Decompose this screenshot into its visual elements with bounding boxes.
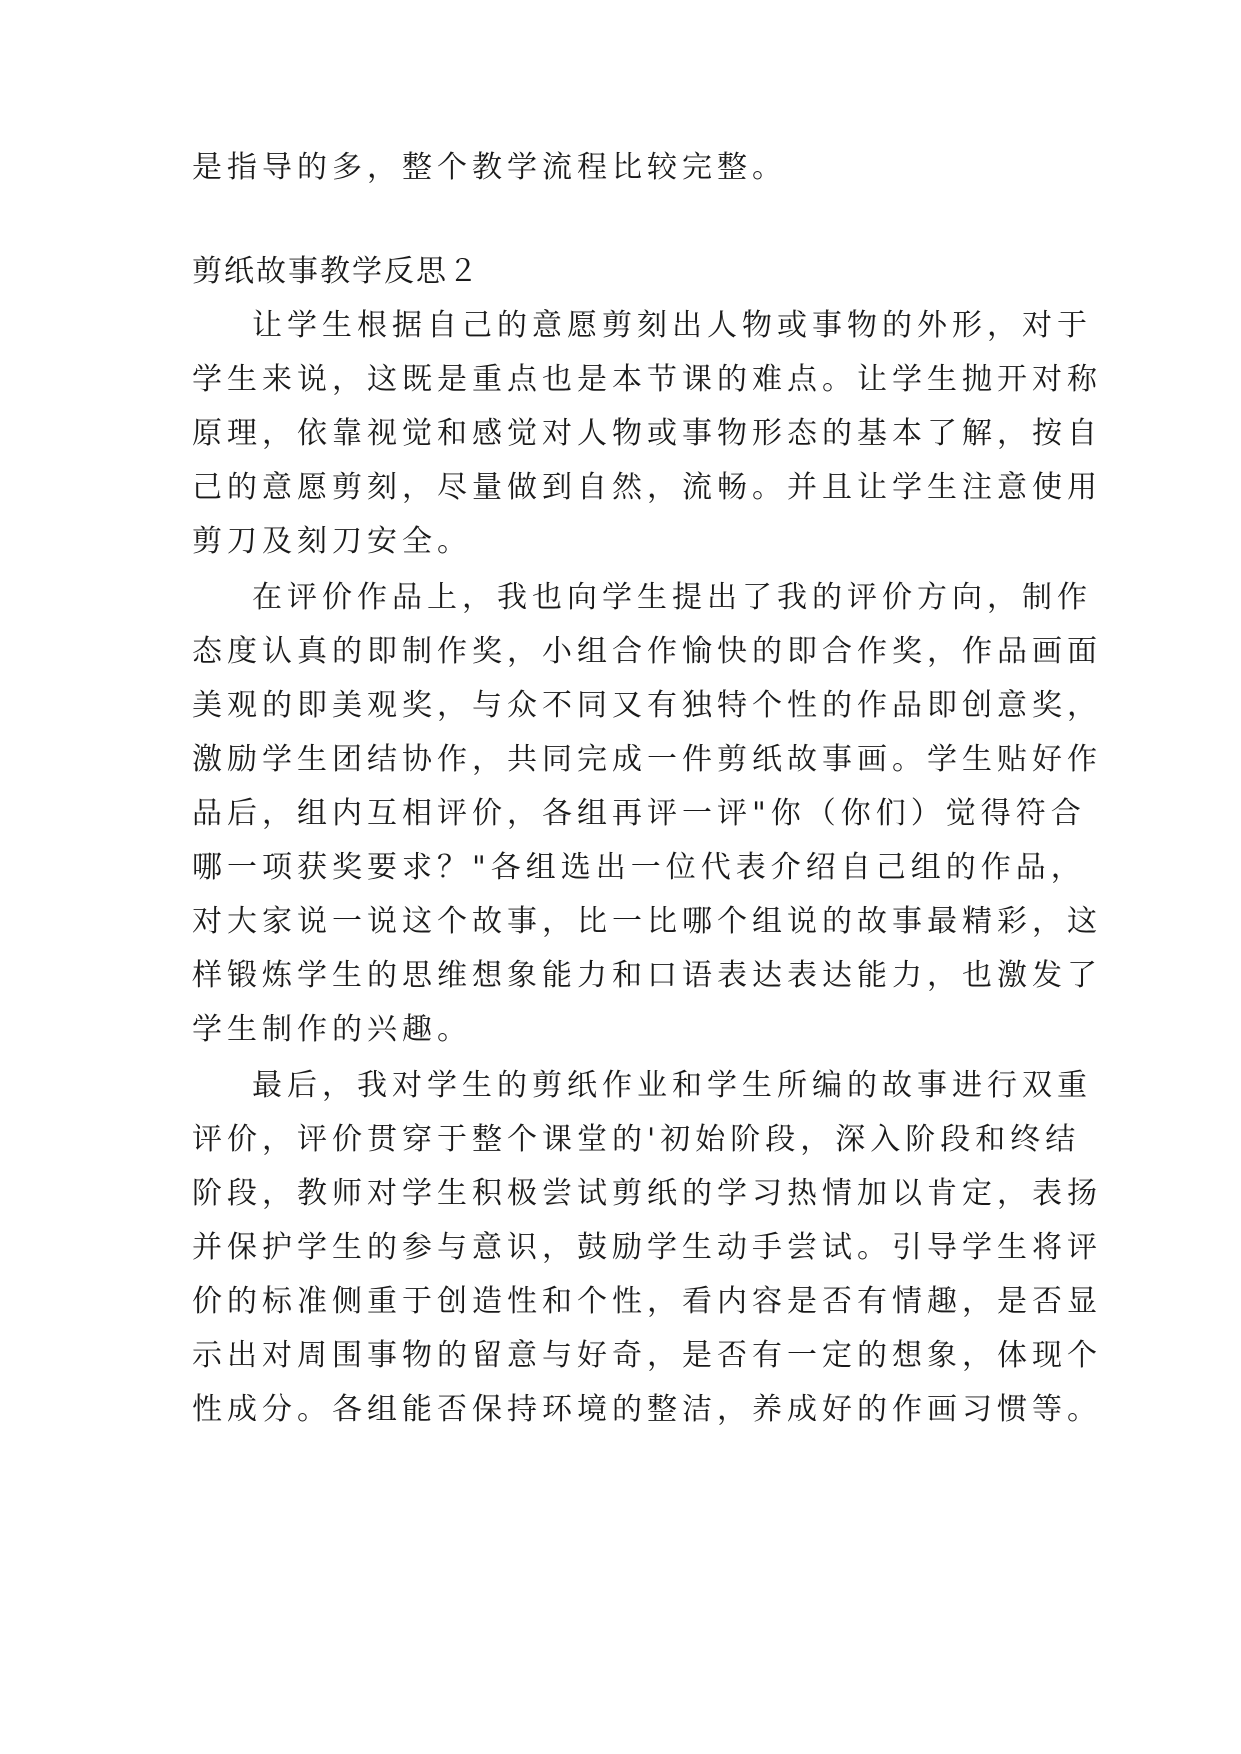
paragraph-line: 剪刀及刻刀安全。 [192,524,472,559]
paragraph-line: 哪一项获奖要求？"各组选出一位代表介绍自己组的作品， [192,850,1086,885]
paragraph-line: 原理，依靠视觉和感觉对人物或事物形态的基本了解，按自 [192,416,1102,451]
intro-line: 是指导的多，整个教学流程比较完整。 [192,150,787,185]
paragraph-line: 态度认真的即制作奖，小组合作愉快的即合作奖，作品画面 [192,634,1102,669]
paragraph-line: 阶段，教师对学生积极尝试剪纸的学习热情加以肯定，表扬 [192,1176,1102,1211]
paragraph-line: 己的意愿剪刻，尽量做到自然，流畅。并且让学生注意使用 [192,470,1102,505]
paragraph-line: 学生制作的兴趣。 [192,1012,472,1047]
paragraph-line: 评价，评价贯穿于整个课堂的'初始阶段，深入阶段和终结 [192,1122,1081,1157]
paragraph-line: 学生来说，这既是重点也是本节课的难点。让学生抛开对称 [192,362,1102,397]
paragraph-line: 对大家说一说这个故事，比一比哪个组说的故事最精彩，这 [192,904,1102,939]
paragraph-line: 激励学生团结协作，共同完成一件剪纸故事画。学生贴好作 [192,742,1102,777]
paragraph-line: 示出对周围事物的留意与好奇，是否有一定的想象，体现个 [192,1338,1102,1373]
paragraph-line: 价的标准侧重于创造性和个性，看内容是否有情趣，是否显 [192,1284,1102,1319]
paragraph-line: 最后，我对学生的剪纸作业和学生所编的故事进行双重 [252,1068,1092,1103]
paragraph-line: 性成分。各组能否保持环境的整洁，养成好的作画习惯等。 [192,1392,1102,1427]
section-title: 剪纸故事教学反思２ [192,254,480,289]
paragraph-line: 并保护学生的参与意识，鼓励学生动手尝试。引导学生将评 [192,1230,1102,1265]
paragraph-line: 样锻炼学生的思维想象能力和口语表达表达能力，也激发了 [192,958,1102,993]
paragraph-line: 让学生根据自己的意愿剪刻出人物或事物的外形，对于 [252,308,1092,343]
paragraph-line: 美观的即美观奖，与众不同又有独特个性的作品即创意奖， [192,688,1102,723]
paragraph-line: 在评价作品上，我也向学生提出了我的评价方向，制作 [252,580,1092,615]
paragraph-line: 品后，组内互相评价，各组再评一评"你（你们）觉得符合 [192,796,1086,831]
